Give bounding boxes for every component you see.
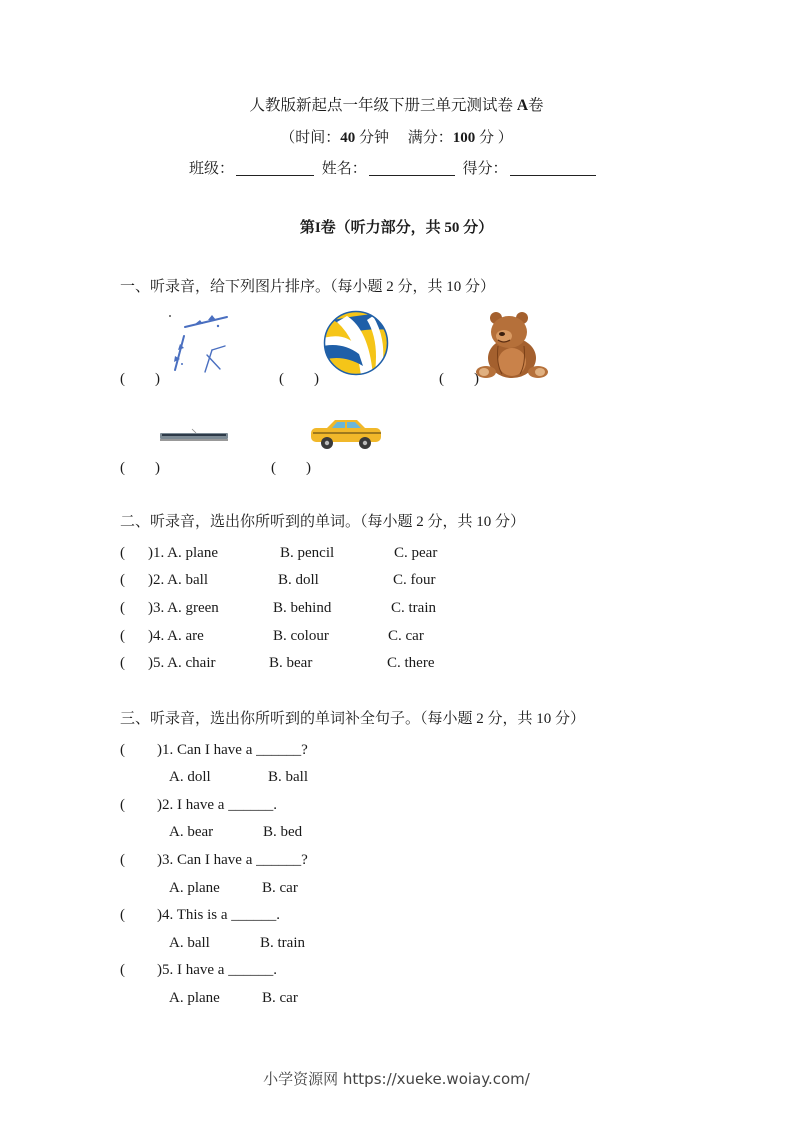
option-a[interactable]: A. plane (169, 990, 220, 1006)
question-row: ( (120, 600, 125, 616)
question-stem: )2. I have a ______. (157, 797, 277, 813)
question-row: ( (120, 797, 125, 813)
part-one-title: 第I卷（听力部分，共 50 分） (299, 220, 494, 236)
time-value: 40 (340, 130, 356, 146)
question-row: ( (120, 572, 125, 588)
question-stem: )4. A. are (148, 628, 204, 644)
bear-icon (474, 310, 550, 380)
option-b[interactable]: B. doll (278, 572, 319, 588)
option-b[interactable]: B. colour (273, 628, 329, 644)
option-a[interactable]: A. ball (169, 935, 210, 951)
answer-blank-2[interactable]: ( ) (279, 371, 319, 387)
time-unit: 分钟 满分： (355, 130, 453, 146)
option-c[interactable]: C. pear (394, 545, 438, 561)
document-title (0, 96, 793, 116)
option-c[interactable]: C. car (388, 628, 424, 644)
question-row: ( (120, 655, 125, 671)
subtitle-open: （时间： (280, 130, 341, 146)
name-field[interactable] (369, 159, 455, 176)
taxi-picture (309, 418, 383, 450)
volleyball-picture (323, 310, 389, 376)
volleyball-icon (323, 310, 389, 376)
section-one-title: 一、听录音，给下列图片排序。（每小题 2 分，共 10 分） (120, 279, 496, 295)
score-label: 得分： (462, 161, 508, 177)
option-b[interactable]: B. ball (268, 769, 308, 785)
question-stem: )5. A. chair (148, 655, 216, 671)
train-icon (160, 428, 228, 442)
question-stem: )3. Can I have a ______? (157, 852, 308, 868)
section-three-title: 三、听录音，选出你所听到的单词补全句子。（每小题 2 分，共 10 分） (120, 711, 586, 727)
footer-watermark: 小学资源网 https://xueke.woiay.com/ (263, 1070, 530, 1088)
option-b[interactable]: B. bear (269, 655, 313, 671)
option-c[interactable]: C. there (387, 655, 435, 671)
train-picture (160, 428, 228, 442)
plane-icon (165, 312, 233, 374)
question-row: ( (120, 962, 125, 978)
question-stem: )3. A. green (148, 600, 219, 616)
question-row: ( (120, 545, 125, 561)
option-a[interactable]: A. plane (169, 880, 220, 896)
score-field[interactable] (510, 159, 596, 176)
question-stem: )4. This is a ______. (157, 907, 281, 923)
answer-blank-4[interactable]: ( ) (120, 460, 160, 476)
answer-blank-5[interactable]: ( ) (271, 460, 311, 476)
option-b[interactable]: B. behind (273, 600, 332, 616)
name-label: 姓名： (321, 161, 367, 177)
student-info-line (189, 159, 600, 179)
answer-blank-3[interactable]: ( ) (439, 371, 479, 387)
title-version: A (516, 97, 529, 114)
option-b[interactable]: B. train (260, 935, 305, 951)
question-row: ( (120, 628, 125, 644)
score-value: 100 (452, 130, 476, 146)
title-text: 人教版新起点一年级下册三单元测试卷 (249, 97, 513, 114)
question-row: ( (120, 742, 125, 758)
answer-blank-1[interactable]: ( ) (120, 371, 160, 387)
option-c[interactable]: C. train (391, 600, 436, 616)
bear-picture (474, 310, 550, 380)
question-row: ( (120, 907, 125, 923)
option-b[interactable]: B. car (262, 880, 298, 896)
class-field[interactable] (236, 159, 314, 176)
section-two-title: 二、听录音，选出你所听到的单词。（每小题 2 分，共 10 分） (120, 514, 526, 530)
option-a[interactable]: A. bear (169, 824, 214, 840)
option-a[interactable]: A. doll (169, 769, 211, 785)
class-label: 班级： (189, 161, 235, 177)
score-unit: 分 ） (475, 130, 513, 146)
question-stem: )1. A. plane (148, 545, 218, 561)
option-b[interactable]: B. pencil (280, 545, 335, 561)
question-stem: )5. I have a ______. (157, 962, 277, 978)
option-b[interactable]: B. car (262, 990, 298, 1006)
question-stem: )2. A. ball (148, 572, 208, 588)
title-suffix: 卷 (528, 97, 544, 114)
plane-picture (165, 312, 233, 374)
taxi-car-icon (309, 418, 383, 450)
exam-duration-and-score (0, 128, 793, 148)
option-b[interactable]: B. bed (263, 824, 303, 840)
question-stem: )1. Can I have a ______? (157, 742, 308, 758)
question-row: ( (120, 852, 125, 868)
option-c[interactable]: C. four (393, 572, 436, 588)
